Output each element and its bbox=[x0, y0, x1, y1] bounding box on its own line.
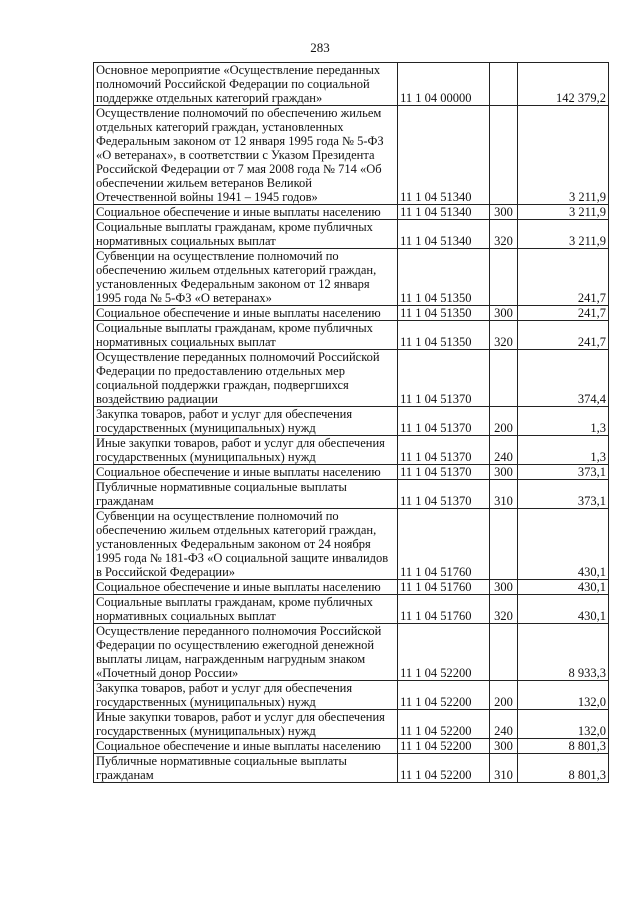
row-code: 11 1 04 51350 bbox=[398, 321, 490, 350]
row-expense-type bbox=[490, 249, 517, 306]
table-row bbox=[94, 63, 609, 106]
row-expense-type: 320 bbox=[490, 321, 517, 350]
table-row bbox=[94, 465, 609, 480]
table-row bbox=[94, 205, 609, 220]
table-row bbox=[94, 350, 609, 407]
row-amount: 241,7 bbox=[517, 321, 608, 350]
row-expense-type: 300 bbox=[490, 739, 517, 754]
row-expense-type: 310 bbox=[490, 754, 517, 783]
row-name: Социальные выплаты гражданам, кроме публичных нормативных социальных выплат bbox=[94, 220, 398, 249]
row-name: Осуществление полномочий по обеспечению жильем отдельных категорий граждан, установленных Федеральным законом от 12 января 1995 года № 5-ФЗ «О ветеранах», в соответствии с Указом Президента Российской Федерации от 7 мая 2008 года № 714 «Об обеспечении жильем ветеранов Великой Отечественной войны 1941 – 1945 годов» bbox=[94, 106, 398, 205]
row-expense-type bbox=[490, 509, 517, 580]
row-amount: 430,1 bbox=[517, 580, 608, 595]
row-code: 11 1 04 51370 bbox=[398, 436, 490, 465]
row-name: Публичные нормативные социальные выплаты гражданам bbox=[94, 754, 398, 783]
row-expense-type: 200 bbox=[490, 407, 517, 436]
table-row bbox=[94, 106, 609, 205]
row-amount: 3 211,9 bbox=[517, 205, 608, 220]
row-name: Социальные выплаты гражданам, кроме публичных нормативных социальных выплат bbox=[94, 595, 398, 624]
row-name: Социальное обеспечение и иные выплаты населению bbox=[94, 739, 398, 754]
table-row bbox=[94, 624, 609, 681]
row-code: 11 1 04 51350 bbox=[398, 306, 490, 321]
row-amount: 132,0 bbox=[517, 681, 608, 710]
table-row bbox=[94, 681, 609, 710]
row-expense-type bbox=[490, 106, 517, 205]
table-row bbox=[94, 220, 609, 249]
row-code: 11 1 04 51370 bbox=[398, 407, 490, 436]
row-expense-type: 300 bbox=[490, 465, 517, 480]
row-expense-type: 300 bbox=[490, 306, 517, 321]
row-name: Социальные выплаты гражданам, кроме публичных нормативных социальных выплат bbox=[94, 321, 398, 350]
row-amount: 3 211,9 bbox=[517, 220, 608, 249]
row-expense-type bbox=[490, 63, 517, 106]
row-expense-type: 200 bbox=[490, 681, 517, 710]
row-expense-type bbox=[490, 624, 517, 681]
row-amount: 373,1 bbox=[517, 465, 608, 480]
row-expense-type: 320 bbox=[490, 595, 517, 624]
row-code: 11 1 04 51760 bbox=[398, 595, 490, 624]
row-expense-type: 240 bbox=[490, 710, 517, 739]
table-row bbox=[94, 249, 609, 306]
row-name: Субвенции на осуществление полномочий по обеспечению жильем отдельных категорий граждан, установленных Федеральным законом от 24 ноября 1995 года № 181-ФЗ «О социальной защите инвалидов в Российской Федерации» bbox=[94, 509, 398, 580]
row-code: 11 1 04 52200 bbox=[398, 710, 490, 739]
row-amount: 8 801,3 bbox=[517, 754, 608, 783]
table-row bbox=[94, 754, 609, 783]
row-amount: 142 379,2 bbox=[517, 63, 608, 106]
row-code: 11 1 04 51340 bbox=[398, 106, 490, 205]
budget-table-body bbox=[94, 63, 609, 783]
row-amount: 1,3 bbox=[517, 407, 608, 436]
row-code: 11 1 04 51340 bbox=[398, 220, 490, 249]
table-row bbox=[94, 436, 609, 465]
row-name: Публичные нормативные социальные выплаты гражданам bbox=[94, 480, 398, 509]
row-amount: 241,7 bbox=[517, 249, 608, 306]
row-code: 11 1 04 52200 bbox=[398, 754, 490, 783]
row-code: 11 1 04 52200 bbox=[398, 624, 490, 681]
row-code: 11 1 04 51370 bbox=[398, 480, 490, 509]
table-row bbox=[94, 509, 609, 580]
row-expense-type bbox=[490, 350, 517, 407]
row-name: Осуществление переданных полномочий Российской Федерации по предоставлению отдельных мер социальной поддержки граждан, подвергшихся воздействию радиации bbox=[94, 350, 398, 407]
table-row bbox=[94, 480, 609, 509]
row-amount: 241,7 bbox=[517, 306, 608, 321]
row-amount: 1,3 bbox=[517, 436, 608, 465]
row-code: 11 1 04 52200 bbox=[398, 681, 490, 710]
table-row bbox=[94, 710, 609, 739]
table-row bbox=[94, 321, 609, 350]
row-expense-type: 300 bbox=[490, 205, 517, 220]
budget-table bbox=[93, 62, 609, 783]
row-code: 11 1 04 51370 bbox=[398, 350, 490, 407]
row-name: Основное мероприятие «Осуществление переданных полномочий Российской Федерации по социальной поддержке отдельных категорий граждан» bbox=[94, 63, 398, 106]
row-expense-type: 320 bbox=[490, 220, 517, 249]
row-name: Иные закупки товаров, работ и услуг для обеспечения государственных (муниципальных) нужд bbox=[94, 436, 398, 465]
row-code: 11 1 04 52200 bbox=[398, 739, 490, 754]
row-code: 11 1 04 51760 bbox=[398, 509, 490, 580]
row-name: Социальное обеспечение и иные выплаты населению bbox=[94, 306, 398, 321]
row-name: Социальное обеспечение и иные выплаты населению bbox=[94, 205, 398, 220]
table-row bbox=[94, 306, 609, 321]
row-expense-type: 300 bbox=[490, 580, 517, 595]
row-amount: 8 801,3 bbox=[517, 739, 608, 754]
row-name: Закупка товаров, работ и услуг для обеспечения государственных (муниципальных) нужд bbox=[94, 407, 398, 436]
row-code: 11 1 04 51350 bbox=[398, 249, 490, 306]
row-amount: 373,1 bbox=[517, 480, 608, 509]
row-name: Субвенции на осуществление полномочий по обеспечению жильем отдельных категорий граждан, установленных Федеральным законом от 12 января 1995 года № 5-ФЗ «О ветеранах» bbox=[94, 249, 398, 306]
row-name: Осуществление переданного полномочия Российской Федерации по осуществлению ежегодной денежной выплаты лицам, награжденным нагрудным знаком «Почетный донор России» bbox=[94, 624, 398, 681]
row-expense-type: 240 bbox=[490, 436, 517, 465]
row-amount: 3 211,9 bbox=[517, 106, 608, 205]
page-number: 283 bbox=[310, 40, 330, 55]
row-code: 11 1 04 51340 bbox=[398, 205, 490, 220]
row-code: 11 1 04 51370 bbox=[398, 465, 490, 480]
row-name: Иные закупки товаров, работ и услуг для обеспечения государственных (муниципальных) нужд bbox=[94, 710, 398, 739]
table-row bbox=[94, 739, 609, 754]
row-name: Закупка товаров, работ и услуг для обеспечения государственных (муниципальных) нужд bbox=[94, 681, 398, 710]
row-expense-type: 310 bbox=[490, 480, 517, 509]
row-name: Социальное обеспечение и иные выплаты населению bbox=[94, 465, 398, 480]
row-code: 11 1 04 51760 bbox=[398, 580, 490, 595]
row-amount: 8 933,3 bbox=[517, 624, 608, 681]
table-row bbox=[94, 580, 609, 595]
row-amount: 374,4 bbox=[517, 350, 608, 407]
row-amount: 132,0 bbox=[517, 710, 608, 739]
row-code: 11 1 04 00000 bbox=[398, 63, 490, 106]
row-amount: 430,1 bbox=[517, 595, 608, 624]
table-row bbox=[94, 595, 609, 624]
row-name: Социальное обеспечение и иные выплаты населению bbox=[94, 580, 398, 595]
row-amount: 430,1 bbox=[517, 509, 608, 580]
table-row bbox=[94, 407, 609, 436]
